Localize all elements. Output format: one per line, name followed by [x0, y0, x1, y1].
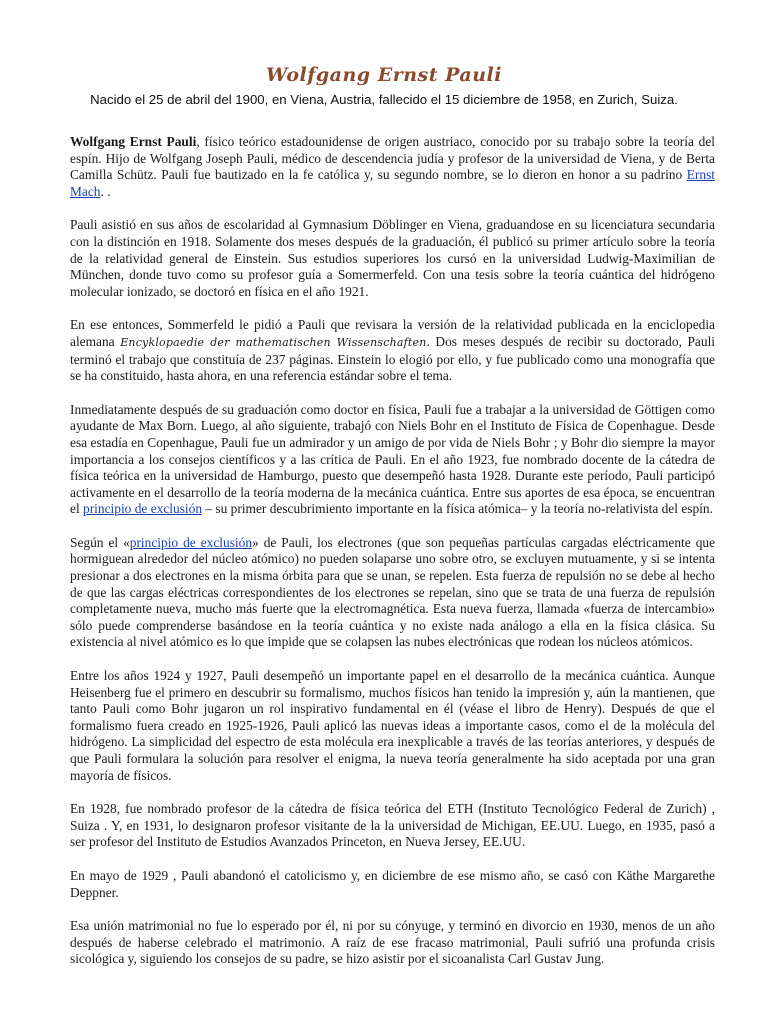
paragraph-1: [70, 134, 715, 200]
paragraph-3-text-a: En ese entonces, Sommerfeld le pidió a Pauli que revisara la versión de la relatividad publicada en la enciclopedia alemana: [70, 317, 715, 349]
paragraph-4-text-a: Inmediatamente después de su graduación como doctor en física, Pauli fue a trabajar a la universidad de Göttigen como ayudante de Max Born. Luego, al año siguiente, trabajó con Niels Bohr en el Instituto de Física de Copenhague. Desde esa estadía en Copenhague, Pauli fue un admirador y un amigo de por vida de Niels Bohr ; y Bohr dio siempre la mayor importancia a los consejos científicos y a las crítica de Pauli. En el año 1923, fue nombrado docente de la cátedra de física teórica en la universidad de Hamburgo, puesto que desempeñó hasta 1928. Durante este período, Pauli participó activamente en el desarrollo de la teoría moderna de la mecánica cuántica. Entre sus aportes de esa época, se encuentran el: [70, 401, 715, 517]
paragraph-5-text-a: Según el «: [70, 534, 130, 550]
paragraph-5: [70, 535, 715, 651]
paragraph-1-text-a: , físico teórico estadounidense de origen austriaco, conocido por su trabajo sobre la teoría del espín. Hijo de Wolfgang Joseph Pauli, médico de descendencia judía y profesor de la universidad de Viena, y de Berta Camilla Schütz. Pauli fue bautizado en la fe católica y, su segundo nombre, se lo dieron en honor a su padrino: [70, 134, 715, 183]
paragraph-3-text-b: . Dos meses después de recibir su doctorado, Pauli terminó el trabajo que constituía de 237 páginas. Einstein lo elogió por ello, y fue publicado como una monografía que se ha constituido, hasta ahora, en una referencia estándar sobre el tema.: [70, 333, 716, 384]
document-body: [70, 134, 715, 985]
encyclopedia-title: Encyklopaedie der mathematischen Wissenschaften: [120, 335, 427, 349]
exclusion-principle-link[interactable]: principio de exclusión: [83, 501, 203, 517]
paragraph-9: Esa unión matrimonial no fue lo esperado por él, ni por su cónyuge, y terminó en divorcio en 1930, menos de un año después de haberse celebrado el matrimonio. A raíz de ese fracaso matrimonial, Pauli sufrió una profunda crisis sicológica y, siguiendo los consejos de su padre, se hizo asistir por el sicoanalista Carl Gustav Jung.: [70, 918, 715, 967]
paragraph-6: Entre los años 1924 y 1927, Pauli desempeñó un importante papel en el desarrollo de la mecánica cuántica. Aunque Heisenberg fue el primero en descubrir su formalismo, muchos físicos han tenido la impresión y, aún la mantienen, que tanto Pauli como Bohr jugaron un rol inspirativo fundamental en él (véase el libro de Henry). Después de que el formalismo fuera creado en 1925-1926, Pauli aplicó las nuevas ideas a importante casos, como el de la molécula del hidrógeno. La simplicidad del espectro de esta molécula era inexplicable a través de las teorías anteriores, y después de que Pauli formulara la solución para resolver el enigma, la nueva teoría generalmente ha sido aceptada por una gran mayoría de físicos.: [70, 668, 715, 783]
exclusion-principle-link-2[interactable]: principio de exclusión: [129, 534, 253, 550]
paragraph-4: [70, 402, 715, 518]
paragraph-1-text-b: . .: [100, 183, 111, 199]
document-subtitle: Nacido el 25 de abril del 1900, en Viena, Austria, fallecido el 15 diciembre de 1958, en Zurich, Suiza.: [90, 92, 678, 107]
paragraph-3: [70, 317, 715, 384]
document-title: Wolfgang Ernst Pauli: [266, 64, 502, 86]
paragraph-5-text-b: » de Pauli, los electrones (que son pequeñas partículas cargadas eléctricamente que hormiguean alrededor del núcleo atómico) no pueden solaparse uno sobre otro, se excluyen mutuamente, y si se intenta presionar a dos electrones en la misma órbita para que se unan, se repelen. Esta fuerza de repulsión no se debe al hecho de que las cargas eléctricas correspondientes de los electrones se repelan, sino que se trata de una fuerza de repulsión completamente nueva, mucho más fuerte que la electromagnética. Esta nueva fuerza, llamada «fuerza de intercambio» sólo puede comprenderse basándose en la teoría cuántica y no existe nada análogo a ella en la física clásica. Su existencia al nivel atómico es lo que impide que se colapsen las nubes electrónicas que rodean los núcleos atómicos.: [70, 534, 716, 650]
subject-name: Wolfgang Ernst Pauli: [70, 134, 197, 149]
paragraph-7: En 1928, fue nombrado profesor de la cátedra de física teórica del ETH (Instituto Tecnológico Federal de Zurich) , Suiza . Y, en 1931, lo designaron profesor visitante de la la universidad de Michigan, EE.UU. Luego, en 1935, pasó a ser profesor del Instituto de Estudios Avanzados Princeton, en Nueva Jersey, EE.UU.: [70, 801, 715, 850]
ernst-mach-link[interactable]: Ernst Mach: [70, 167, 715, 199]
paragraph-8: En mayo de 1929 , Pauli abandonó el catolicismo y, en diciembre de ese mismo año, se casó con Käthe Margarethe Deppner.: [70, 867, 715, 900]
paragraph-4-text-b: – su primer descubrimiento importante en la física atómica– y la teoría no-relativista del espín.: [202, 501, 713, 517]
paragraph-2: Pauli asistió en sus años de escolaridad al Gymnasium Döblinger en Viena, graduandose en su licenciatura secundaria con la distinción en 1918. Solamente dos meses después de la graduación, él publicó su primer artículo sobre la teoría de la relatividad general de Einstein. Sus estudios superiores los cursó en la universidad Ludwig-Maximilian de München, donde tuvo como su profesor guía a Somermerfeld. Con una tesis sobre la teoría cuántica del hidrógeno molecular ionizado, se doctoró en física en el año 1921.: [70, 217, 715, 299]
